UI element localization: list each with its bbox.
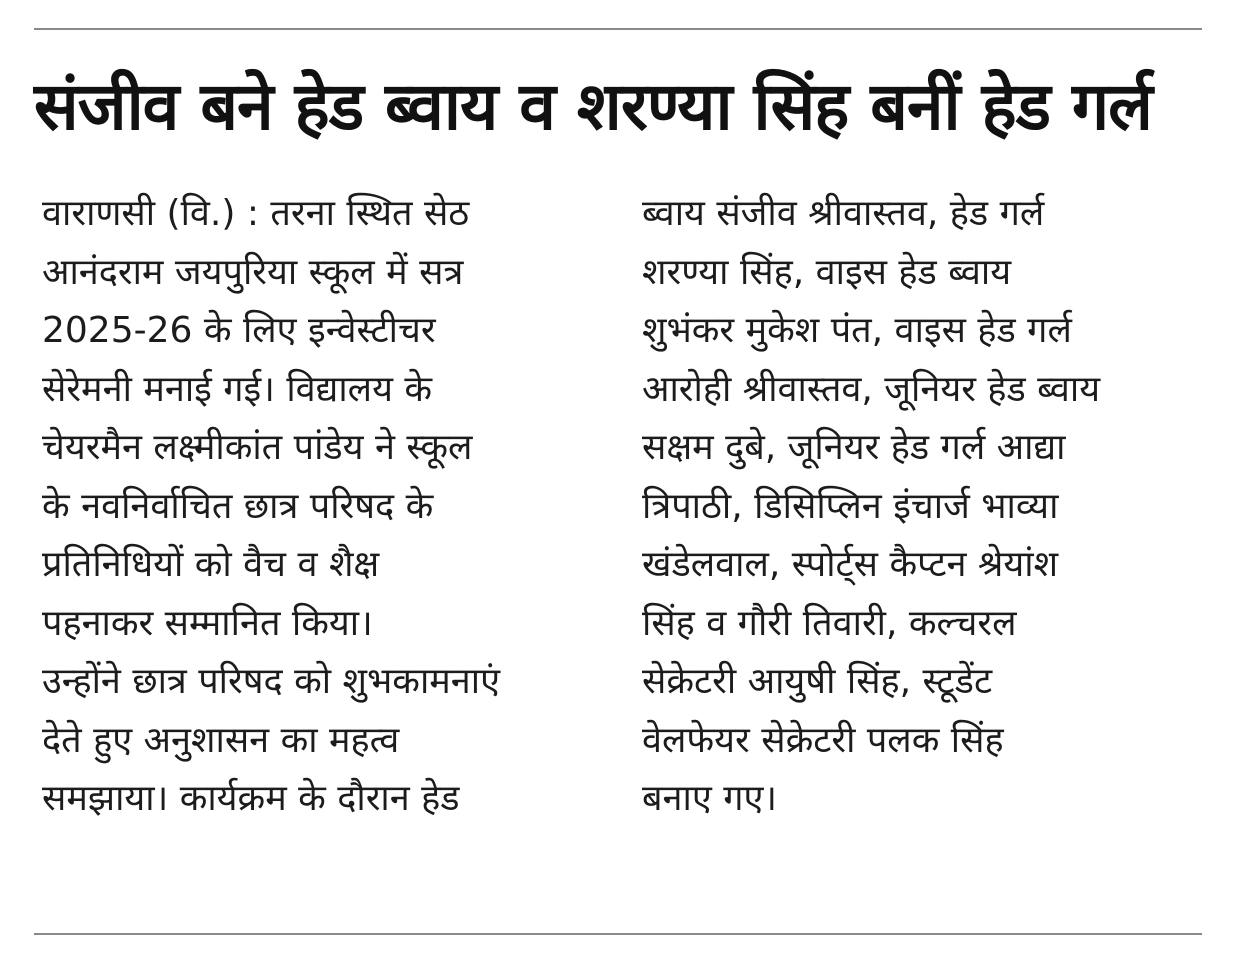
top-divider — [34, 28, 1202, 30]
text-line: सेक्रेटरी आयुषी सिंह, स्टूडेंट — [642, 661, 993, 702]
text-line: शुभंकर मुकेश पंत, वाइस हेड गर्ल — [642, 310, 1072, 351]
bottom-divider — [34, 933, 1202, 935]
text-line: 2025-26 के लिए इन्वेस्टीचर — [42, 310, 436, 351]
text-line: सेरेमनी मनाई गई। विद्यालय के — [42, 368, 433, 410]
text-line: उन्होंने छात्र परिषद को शुभकामनाएं — [42, 661, 501, 702]
article-column-left — [42, 185, 582, 829]
text-line: खंडेलवाल, स्पोर्ट्स कैप्टन श्रेयांश — [642, 544, 1059, 585]
text-line: सिंह व गौरी तिवारी, कल्चरल — [642, 602, 1017, 644]
text-line: शरण्या सिंह, वाइस हेड ब्वाय — [642, 251, 1012, 293]
text-line: वाराणसी (वि.) : तरना स्थित सेठ — [42, 193, 470, 234]
text-line: ब्वाय संजीव श्रीवास्तव, हेड गर्ल — [642, 193, 1045, 234]
text-line: आरोही श्रीवास्तव, जूनियर हेड ब्वाय — [642, 368, 1101, 410]
text-line: चेयरमैन लक्ष्मीकांत पांडेय ने स्कूल — [42, 427, 473, 468]
text-line: पहनाकर सम्मानित किया। — [42, 602, 373, 644]
text-line: समझाया। कार्यक्रम के दौरान हेड — [42, 778, 460, 819]
text-line: वेलफेयर सेक्रेटरी पलक सिंह — [642, 719, 1004, 761]
text-line: बनाए गए। — [642, 778, 778, 819]
article-column-right — [642, 185, 1202, 829]
article-headline: संजीव बने हेड ब्वाय व शरण्या सिंह बनीं हेड गर्ल — [34, 68, 1152, 145]
text-line: के नवनिर्वाचित छात्र परिषद के — [42, 485, 434, 527]
text-line: प्रतिनिधियों को वैच व शैक्ष — [42, 544, 380, 585]
text-line: देते हुए अनुशासन का महत्व — [42, 719, 400, 761]
text-line: त्रिपाठी, डिसिप्लिन इंचार्ज भाव्या — [642, 485, 1059, 527]
text-line: सक्षम दुबे, जूनियर हेड गर्ल आद्या — [642, 427, 1066, 468]
text-line: आनंदराम जयपुरिया स्कूल में सत्र — [42, 251, 464, 293]
